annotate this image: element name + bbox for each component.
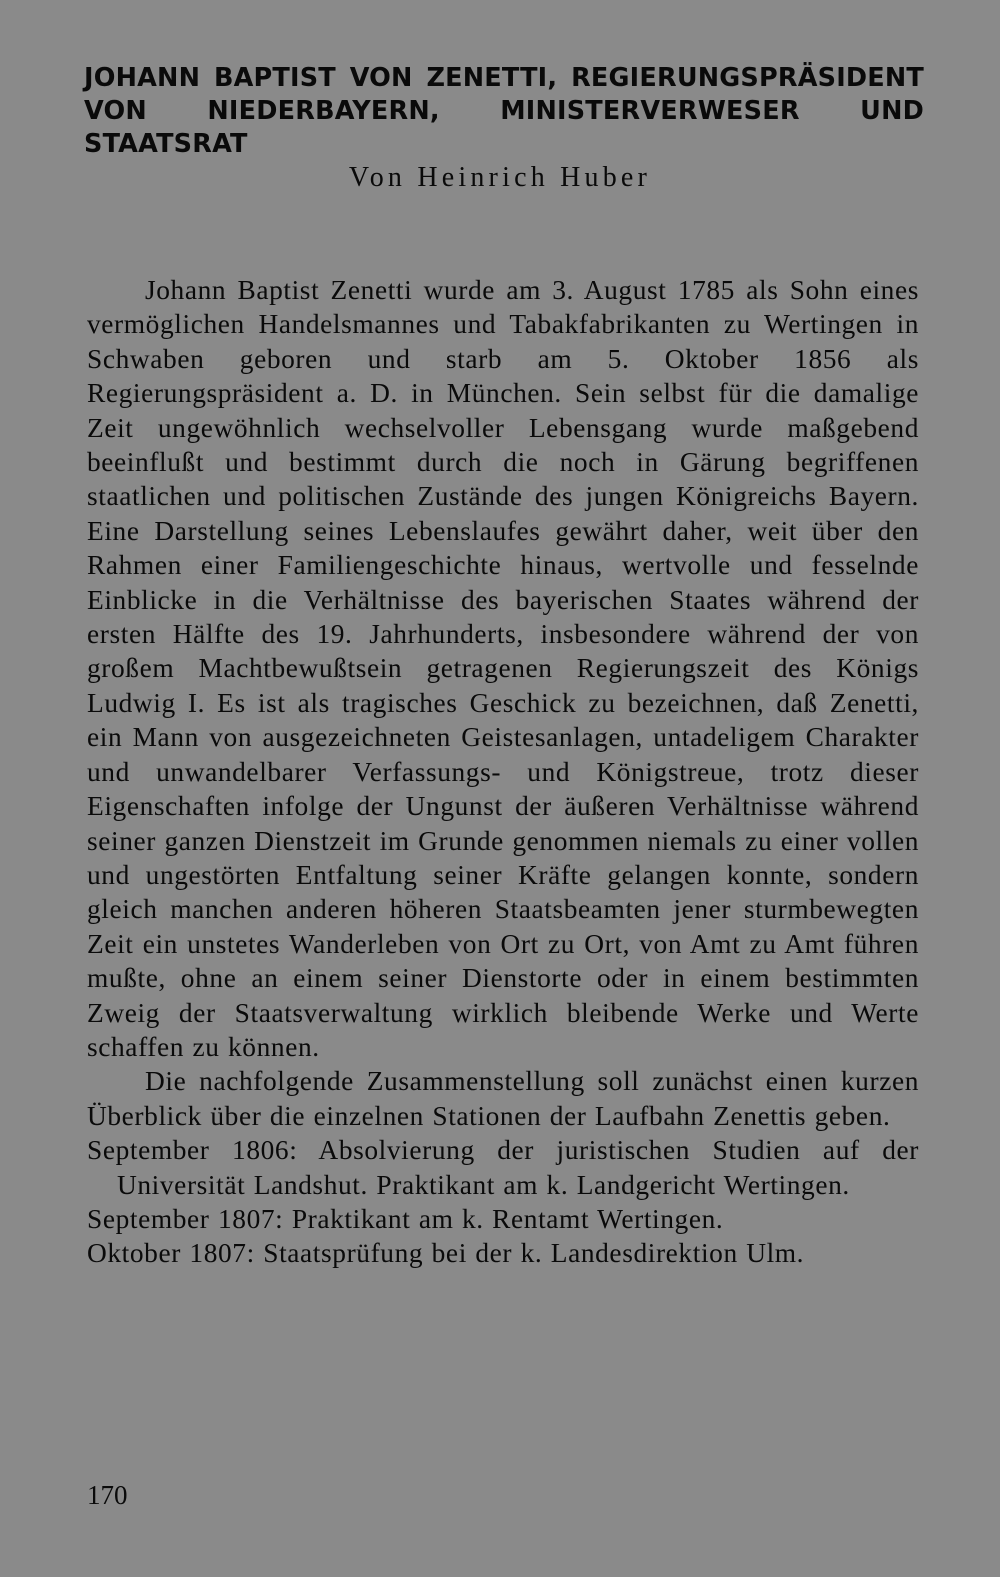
article-body xyxy=(87,273,919,1271)
title-line-2: VON NIEDERBAYERN, MINISTERVERWESER UND STAATSRAT xyxy=(84,96,924,159)
career-entry-1: September 1806: Absolvierung der juristischen Studien auf der Universität Landshut. Praktikant am k. Landgericht Wertingen. xyxy=(87,1135,919,1200)
career-entry-3: Oktober 1807: Staatsprüfung bei der k. Landesdirektion Ulm. xyxy=(87,1238,805,1269)
page-number: 170 xyxy=(87,1480,128,1510)
article-title xyxy=(84,62,924,161)
body-paragraph-2: Die nachfolgende Zusammenstellung soll zunächst einen kurzen Überblick über die einzelnen Stationen der Laufbahn Zenettis geben. xyxy=(87,1066,919,1131)
career-entry-2: September 1807: Praktikant am k. Rentamt Wertingen. xyxy=(87,1203,724,1234)
body-paragraph-1: Johann Baptist Zenetti wurde am 3. August 1785 als Sohn eines vermöglichen Handelsmannes und Tabakfabrikanten zu Wertingen in Schwaben geboren und starb am 5. Oktober 1856 als Regierungspräsident a. D. in München. Sein selbst für die damalige Zeit ungewöhnlich wechselvoller Lebensgang wurde maßgebend beeinflußt und bestimmt durch die noch in Gärung begriffenen staatlichen und politischen Zustände des jungen Königreichs Bayern. Eine Darstellung seines Lebenslaufes gewährt daher, weit über den Rahmen einer Familiengeschichte hinaus, wertvolle und fesselnde Einblicke in die Verhältnisse des bayerischen Staates während der ersten Hälfte des 19. Jahrhunderts, insbesondere während der von großem Machtbewußtsein getragenen Regierungszeit des Königs Ludwig I. Es ist als tragisches Geschick zu bezeichnen, daß Zenetti, ein Mann von ausgezeichneten Geistesanlagen, untadeligem Charakter und unwandelbarer Verfassungs- und Königstreue, trotz dieser Eigenschaften infolge der Ungunst der äußeren Verhältnisse während seiner ganzen Dienstzeit im Grunde genommen niemals zu einer vollen und ungestörten Entfaltung seiner Kräfte gelangen konnte, sondern gleich manchen anderen höheren Staatsbeamten jener sturmbewegten Zeit ein unstetes Wanderleben von Ort zu Ort, von Amt zu Amt führen mußte, ohne an einem seiner Dienstorte oder in einem bestimmten Zweig der Staatsverwaltung wirklich bleibende Werke und Werte schaffen zu können. xyxy=(87,275,919,1062)
title-line-1: JOHANN BAPTIST VON ZENETTI, REGIERUNGSPRÄSIDENT xyxy=(84,63,924,93)
author-byline: Von Heinrich Huber xyxy=(348,162,652,193)
